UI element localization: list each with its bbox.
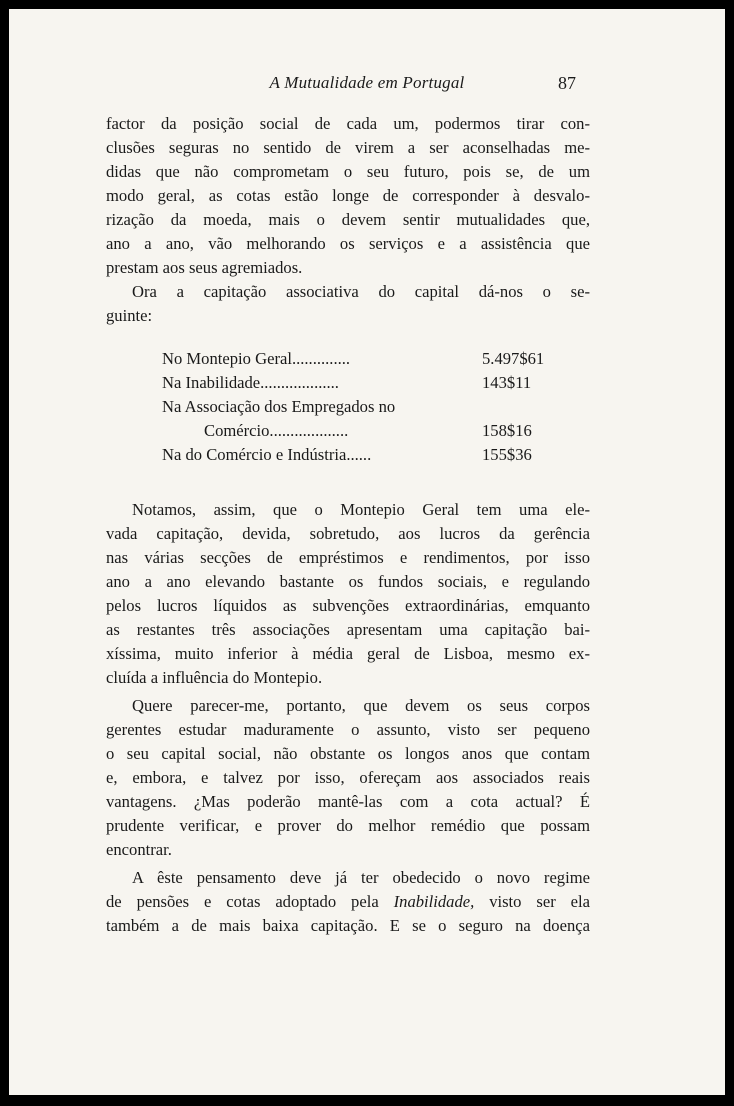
- table-row: [162, 371, 554, 395]
- text-line: didas que não comprometam o seu futuro, pois se, de um: [106, 162, 590, 181]
- text-line: as restantes três associações apresentam uma capitação bai-: [106, 620, 590, 639]
- table-row: [162, 395, 554, 419]
- text-line: clusões seguras no sentido de virem a ser aconselhadas me-: [106, 138, 590, 157]
- table-row-value: 5.497$61: [482, 349, 545, 368]
- table-row-label: Na Associação dos Empregados no: [162, 397, 396, 416]
- text-line: factor da posição social de cada um, podermos tirar con-: [106, 114, 590, 133]
- text-line: modo geral, as cotas estão longe de corresponder à desvalo-: [106, 186, 590, 205]
- text-line: prudente verificar, e prover do melhor remédio que possam: [106, 816, 590, 835]
- page-body: [106, 112, 590, 938]
- table-row-value: 155$36: [482, 445, 532, 464]
- capitation-table: [162, 347, 554, 467]
- text-line: gerentes estudar maduramente o assunto, visto ser pequeno: [106, 720, 590, 739]
- page-header: [9, 73, 725, 101]
- text-span: de pensões e cotas adoptado pela: [106, 892, 394, 911]
- table-row-value: [482, 395, 554, 419]
- table-row-value: 158$16: [482, 421, 532, 440]
- text-line: e, embora, e talvez por isso, ofereçam aos associados reais: [106, 768, 590, 787]
- table-row-value: 143$11: [482, 373, 532, 392]
- table-row-label: Na do Comércio e Indústria......: [162, 445, 372, 464]
- text-line: xíssima, muito inferior à média geral de Lisboa, mesmo ex-: [106, 644, 590, 663]
- table-row-label: Comércio...................: [204, 421, 349, 440]
- text-line: ano a ano elevando bastante os fundos sociais, e regulando: [106, 572, 590, 591]
- text-line: nas várias secções de empréstimos e rendimentos, por isso: [106, 548, 590, 567]
- book-page: [9, 9, 725, 1095]
- text-line: também a de mais baixa capitação. E se o seguro na doença: [106, 916, 590, 935]
- table-row-label: Na Inabilidade...................: [162, 373, 339, 392]
- text-line: guinte:: [106, 306, 153, 325]
- text-line: vantagens. ¿Mas poderão mantê-las com a cota actual? É: [106, 792, 590, 811]
- page-number: 87: [558, 73, 576, 93]
- text-line: [106, 890, 590, 914]
- text-line: Notamos, assim, que o Montepio Geral tem uma ele-: [132, 500, 590, 519]
- paragraph-5: [106, 866, 590, 938]
- text-line: o seu capital social, não obstante os longos anos que contam: [106, 744, 590, 763]
- paragraph-4: [106, 694, 590, 862]
- text-span: visto ser ela: [474, 892, 590, 911]
- table-row-label: No Montepio Geral..............: [162, 349, 351, 368]
- text-line: pelos lucros líquidos as subvenções extraordinárias, emquanto: [106, 596, 590, 615]
- text-line: Quere parecer-me, portanto, que devem os seus corpos: [132, 696, 590, 715]
- table-row: [162, 443, 554, 467]
- running-title: A Mutualidade em Portugal: [269, 73, 465, 92]
- paragraph-2: [106, 280, 590, 328]
- table-row: [162, 419, 554, 443]
- paragraph-1: [106, 112, 590, 280]
- paragraph-3: [106, 498, 590, 690]
- table-row: [162, 347, 554, 371]
- text-line: prestam aos seus agremiados.: [106, 258, 303, 277]
- text-line: vada capitação, devida, sobretudo, aos lucros da gerência: [106, 524, 590, 543]
- text-line: A êste pensamento deve já ter obedecido o novo regime: [132, 868, 590, 887]
- text-line: ano a ano, vão melhorando os serviços e a assistência que: [106, 234, 590, 253]
- text-line: rização da moeda, mais o devem sentir mutualidades que,: [106, 210, 590, 229]
- text-line: cluída a influência do Montepio.: [106, 668, 323, 687]
- text-line: Ora a capitação associativa do capital dá-nos o se-: [132, 282, 590, 301]
- italic-term: Inabilidade,: [393, 892, 475, 911]
- text-line: encontrar.: [106, 840, 172, 859]
